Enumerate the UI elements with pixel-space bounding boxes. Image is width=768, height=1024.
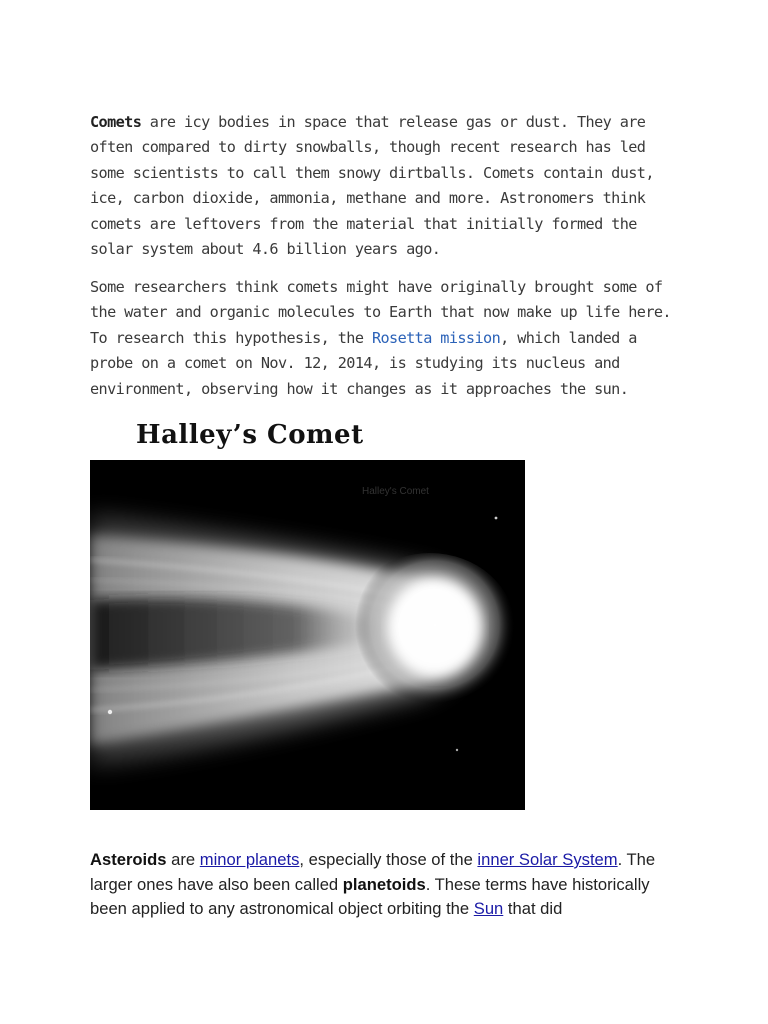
asteroids-text-3: . The larger ones have also been called (90, 850, 656, 894)
asteroids-term: Asteroids (90, 850, 167, 869)
image-heading: Halley’s Comet (136, 420, 364, 450)
research-text-before: Some researchers think comets might have originally brought some of the water and organic molecules to Earth that now make up life here. To research this hypothesis, the (90, 278, 671, 347)
minor-planets-link[interactable]: minor planets (199, 850, 300, 869)
research-text-after: , which landed a probe on a comet on Nov. 12, 2014, is studying its nucleus and environment, observing how it changes as it approaches the sun. (90, 328, 637, 398)
comets-text: are icy bodies in space that release gas or dust. They are often compared to dirty snowballs, though recent research has led some scientists to call them snowy dirtballs. Comets contain dust, ice, carbon dioxide, ammonia, methane and more. Astronomers think comets are leftovers from the material that initially formed the solar system about 4.6 billion years ago. (90, 113, 654, 259)
research-paragraph (90, 275, 680, 402)
planetoids-term: planetoids (342, 874, 426, 894)
sun-link[interactable]: Sun (473, 899, 504, 919)
asteroids-text-4: . These terms have historically been applied to any astronomical object orbiting the (90, 874, 650, 919)
comets-term: Comets (90, 113, 142, 131)
halleys-comet-photo (90, 460, 525, 810)
photo-overlay-caption: Halley's Comet (362, 486, 429, 497)
inner-solar-system-link[interactable]: inner Solar System (477, 850, 618, 869)
rosetta-mission-link[interactable]: Rosetta mission (371, 328, 501, 347)
asteroids-text-2: , especially those of the (299, 850, 478, 869)
asteroids-paragraph (90, 848, 690, 922)
asteroids-text-1: are (166, 850, 200, 869)
comet-image (90, 460, 525, 810)
asteroids-text-5: that did (503, 899, 563, 919)
comets-paragraph (90, 110, 680, 262)
